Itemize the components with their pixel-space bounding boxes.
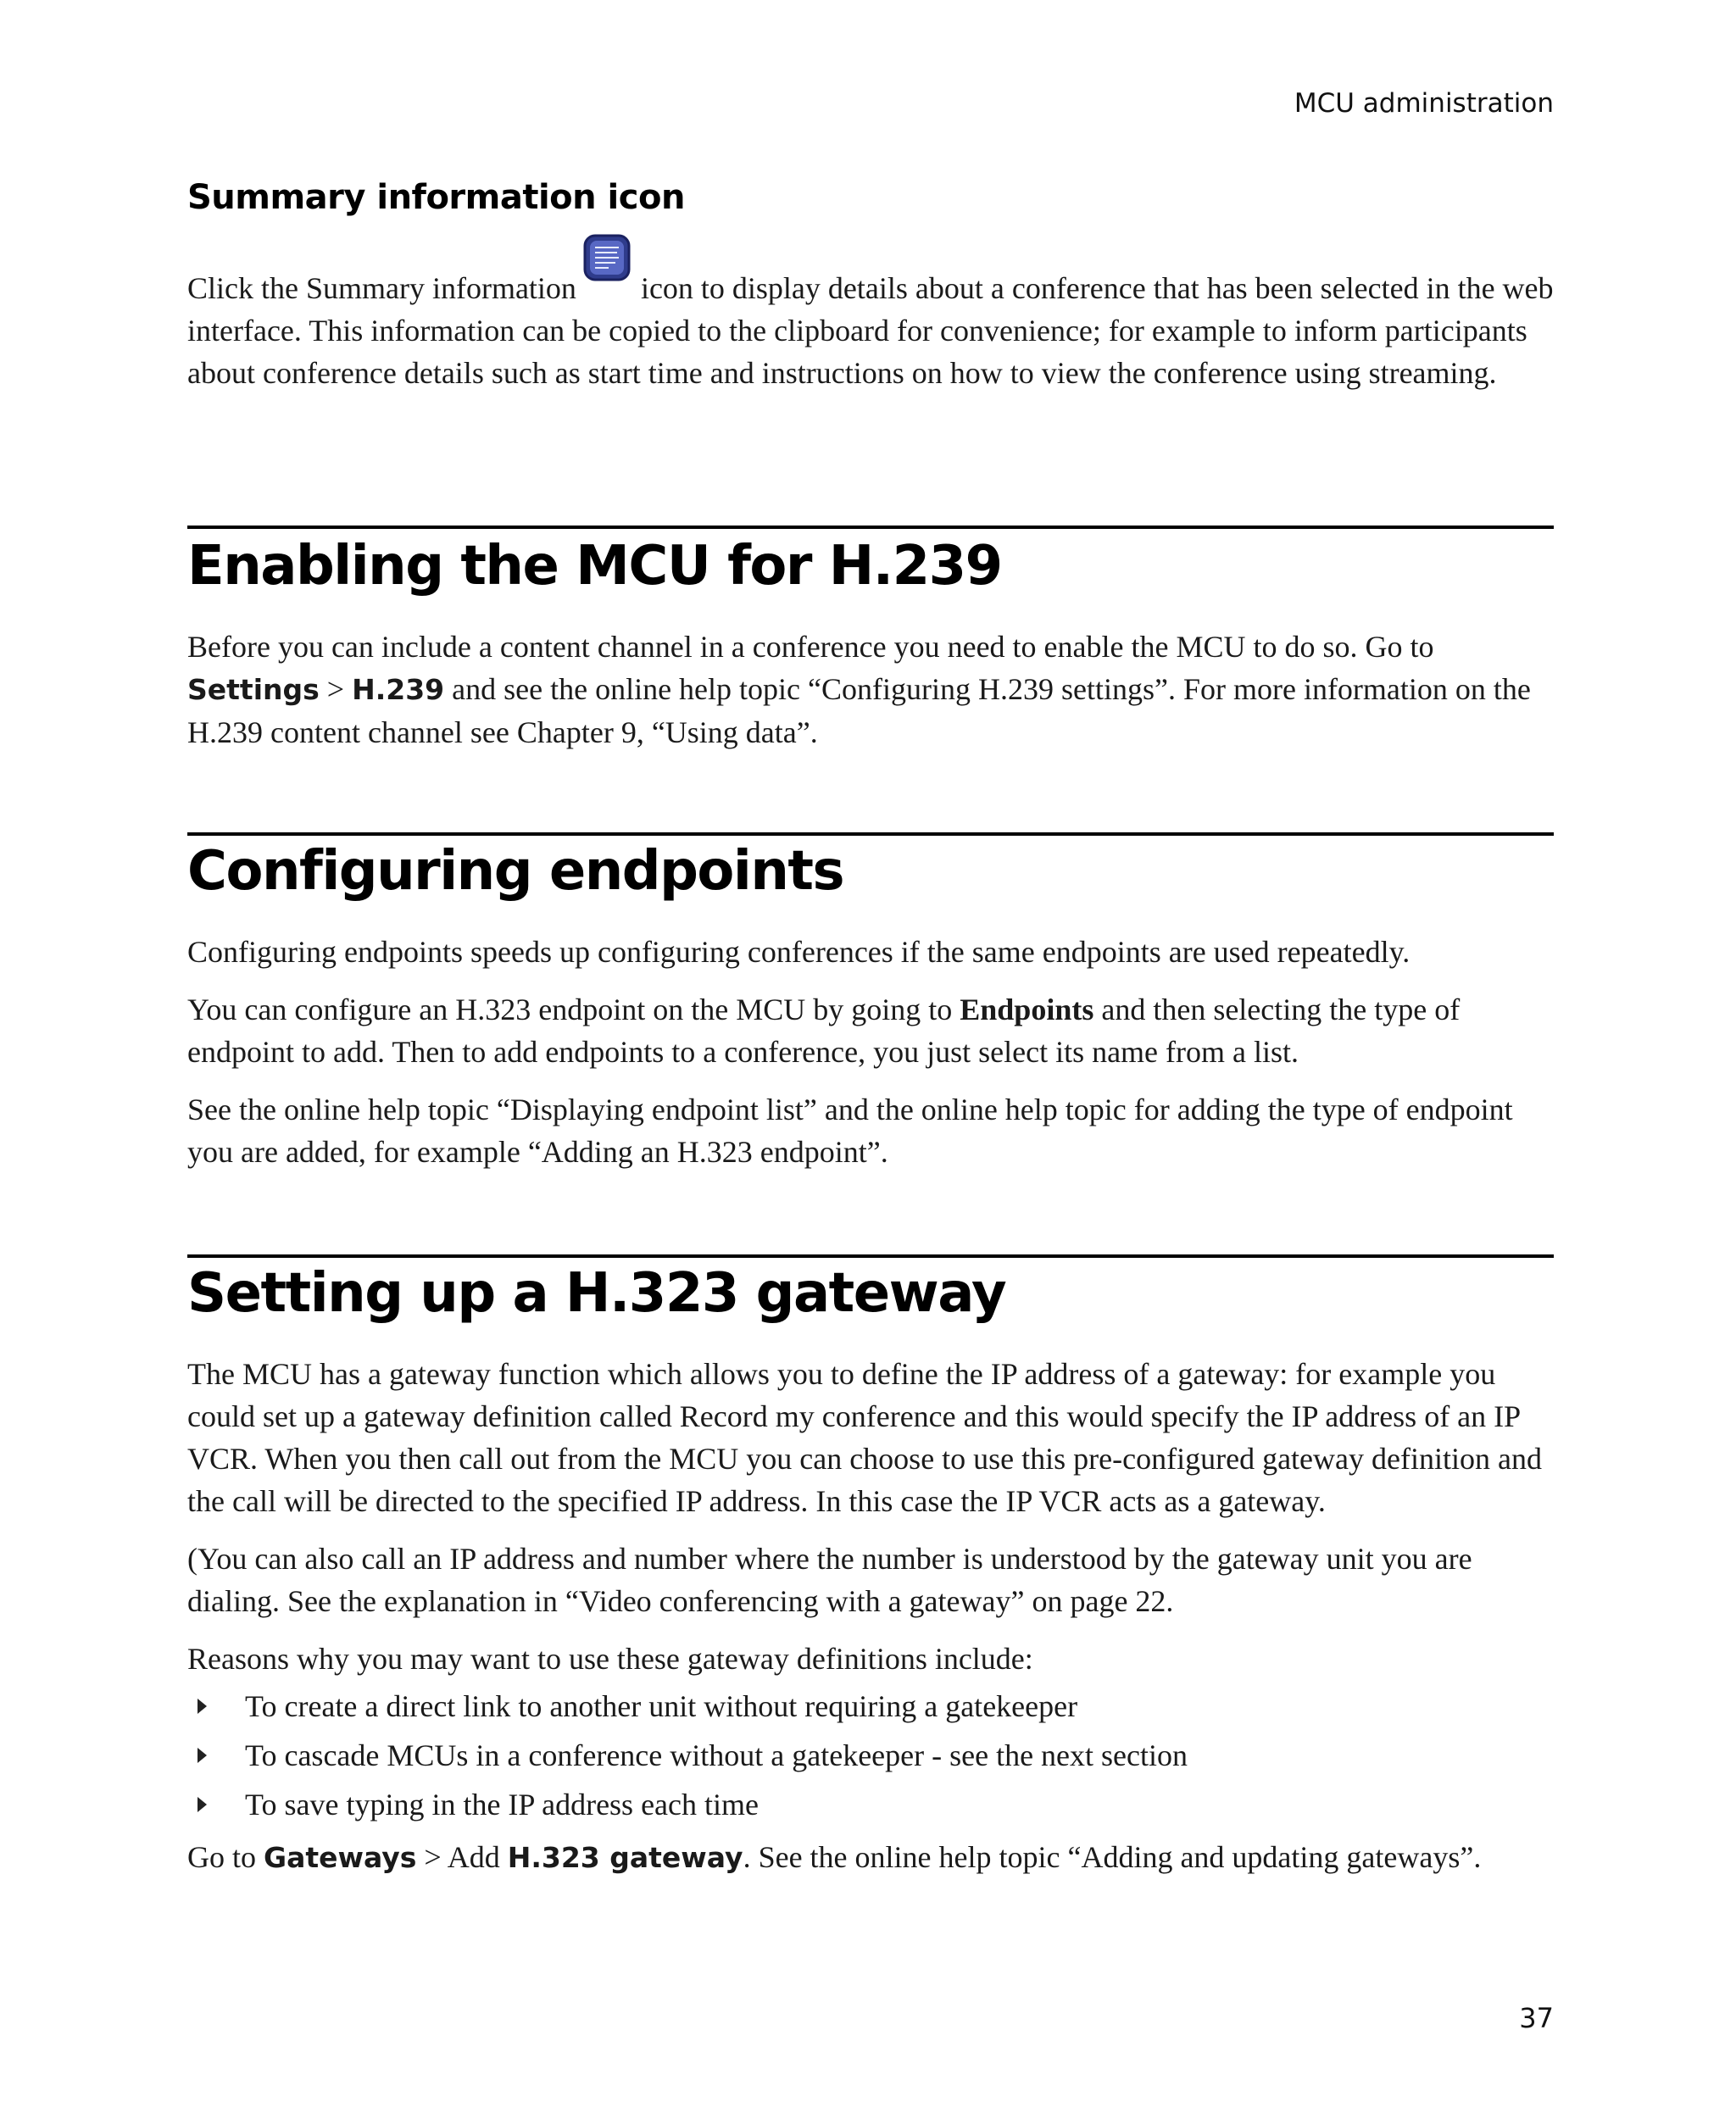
endpoints-text-b: and then selecting the type of endpoint to add. Then to add endpoints to a conference, you just select its name from a list. <box>187 993 1461 1069</box>
section-rule <box>187 526 1554 529</box>
endpoints-menu-ref: Endpoints <box>960 993 1094 1026</box>
list-item <box>187 1682 1554 1731</box>
gateway-paragraph-1: The MCU has a gateway function which allows you to define the IP address of a gateway: for example you could set up a gateway definition called Record my conference and this would specify the IP address of an IP VCR. When you then call out from the MCU you can choose to use this pre-configured gateway definition and the call will be directed to the specified IP address. In this case the IP VCR acts as a gateway. <box>187 1357 1542 1518</box>
list-item-text: To save typing in the IP address each time <box>245 1788 759 1821</box>
summary-paragraph <box>187 256 1554 394</box>
h239-text-a: Before you can include a content channel in a conference you need to enable the MCU to do so. Go to <box>187 630 1434 664</box>
list-item-text: To cascade MCUs in a conference without a gatekeeper - see the next section <box>245 1738 1188 1772</box>
summary-text-before-icon: Click the Summary information <box>187 271 576 305</box>
list-item <box>187 1780 1554 1829</box>
gateway-paragraph-block <box>187 1353 1554 1879</box>
running-head: MCU administration <box>1294 88 1554 119</box>
summary-information-icon <box>583 234 631 281</box>
endpoints-paragraph-1: Configuring endpoints speeds up configuring conferences if the same endpoints are used repeatedly. <box>187 935 1410 969</box>
gateways-menu-ref: Gateways <box>264 1841 417 1874</box>
gateway-text-mid: > Add <box>416 1840 508 1874</box>
gateway-reasons-list <box>187 1682 1554 1829</box>
endpoints-text-a: You can configure an H.323 endpoint on the MCU by going to <box>187 993 960 1026</box>
section-title-endpoints: Configuring endpoints <box>187 840 844 903</box>
section-title-h239: Enabling the MCU for H.239 <box>187 535 1002 598</box>
bullet-triangle-icon <box>198 1748 207 1763</box>
list-item <box>187 1731 1554 1780</box>
endpoints-paragraph-3: See the online help topic “Displaying endpoint list” and the online help topic for adding the type of endpoint you are added, for example “Adding an H.323 endpoint”. <box>187 1093 1513 1169</box>
h239-text-b: and see the online help topic “Configuring H.239 settings”. For more information on the H.239 content channel see Chapter 9, “Using data”. <box>187 672 1531 749</box>
summary-paragraph-block <box>187 256 1554 394</box>
gateway-text-b: . See the online help topic “Adding and updating gateways”. <box>743 1840 1482 1874</box>
gateway-paragraph-3: Reasons why you may want to use these gateway definitions include: <box>187 1642 1033 1676</box>
endpoints-paragraph-2 <box>187 988 1554 1073</box>
summary-text-after-icon: icon to display details about a conference that has been selected in the web interface. This information can be copied to the clipboard for convenience; for example to inform participants about conference details such as start time and instructions on how to view the conference using streaming. <box>187 271 1554 390</box>
section-title-gateway: Setting up a H.323 gateway <box>187 1262 1006 1325</box>
h323-gateway-menu-ref: H.323 gateway <box>507 1841 743 1874</box>
gateway-paragraph-4 <box>187 1836 1554 1879</box>
section-rule <box>187 1254 1554 1258</box>
bullet-triangle-icon <box>198 1699 207 1714</box>
section-rule <box>187 832 1554 836</box>
summary-subheading: Summary information icon <box>187 178 685 217</box>
page-number: 37 <box>1519 2002 1554 2034</box>
menu-separator: > <box>319 672 353 706</box>
settings-menu-ref: Settings <box>187 673 320 706</box>
endpoints-paragraph-block <box>187 931 1554 1173</box>
gateway-paragraph-2: (You can also call an IP address and number where the number is understood by the gateway unit you are dialing. See the explanation in “Video conferencing with a gateway” on page 22. <box>187 1542 1472 1618</box>
gateway-text-a: Go to <box>187 1840 264 1874</box>
h239-menu-ref: H.239 <box>352 673 445 706</box>
list-item-text: To create a direct link to another unit without requiring a gatekeeper <box>245 1689 1078 1723</box>
h239-paragraph <box>187 626 1554 754</box>
bullet-triangle-icon <box>198 1797 207 1812</box>
h239-paragraph-block <box>187 626 1554 754</box>
